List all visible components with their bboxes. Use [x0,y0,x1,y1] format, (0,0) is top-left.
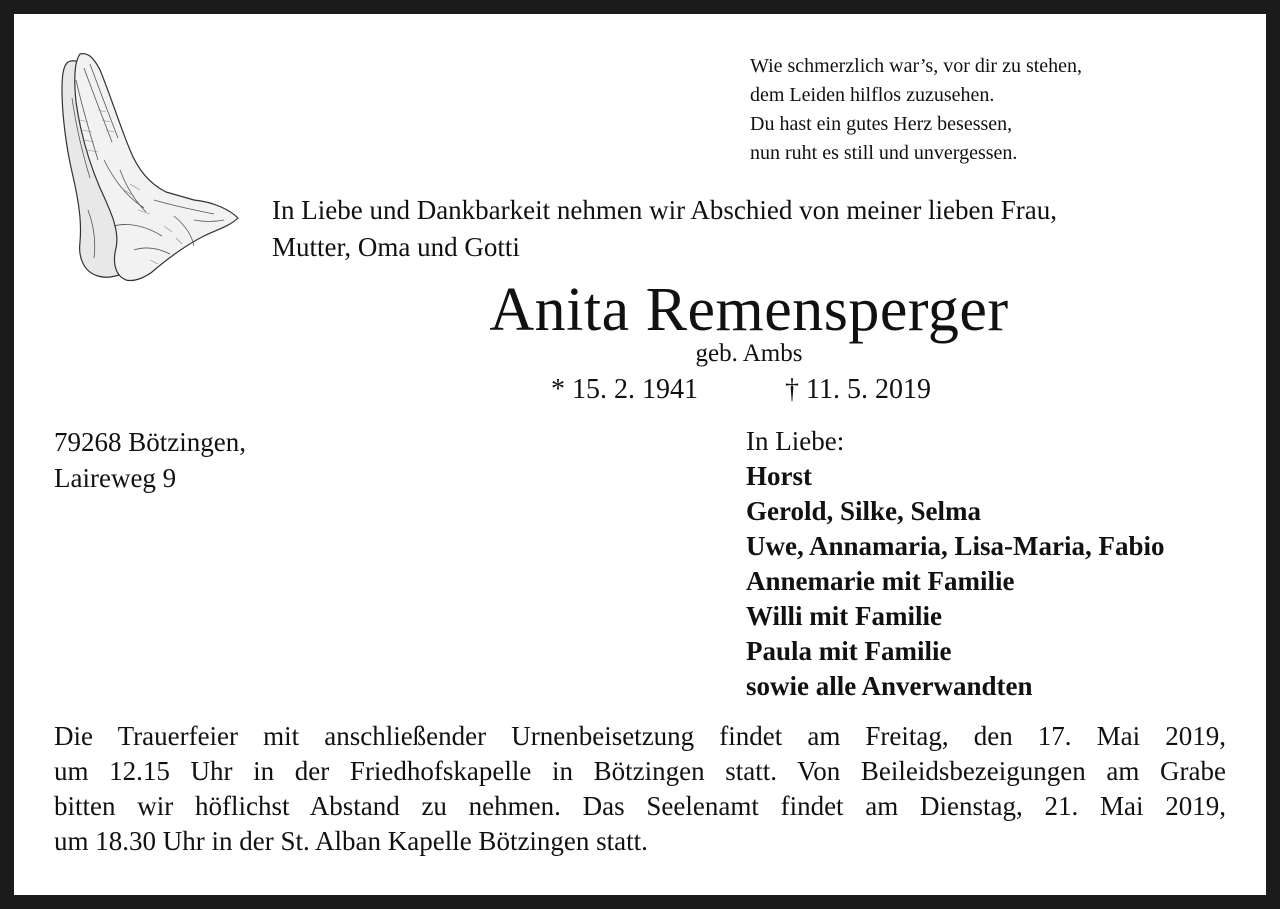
mourners-label: In Liebe: [746,426,845,456]
family-address [54,424,246,496]
mourners-list [746,424,1165,704]
mourner-name: Uwe, Annamaria, Lisa-Maria, Fabio [746,531,1165,561]
poem-line: Du hast ein gutes Herz besessen, [750,113,1013,135]
poem-line: Wie schmerzlich war’s, vor dir zu stehen, [750,55,1083,77]
poem-line: dem Leiden hilflos zuzusehen. [750,84,995,106]
poem-line: nun ruht es still und unvergessen. [750,142,1018,164]
service-line: um 18.30 Uhr in der St. Alban Kapelle Bötzingen statt. [54,826,648,856]
mourner-name: Gerold, Silke, Selma [746,496,982,526]
birth-date: * 15. 2. 1941 [551,374,698,405]
service-line: Die Trauerfeier mit anschließender Urnenbeisetzung findet am Freitag, den 17. Mai 2019, [54,721,1226,751]
intro-line: In Liebe und Dankbarkeit nehmen wir Abschied von meiner lieben Frau, [272,195,1058,225]
mourner-name: Horst [746,461,812,491]
maiden-name: geb. Ambs [695,340,803,367]
praying-hands-icon [54,50,244,290]
death-date: † 11. 5. 2019 [785,374,931,405]
memorial-poem [750,52,1250,168]
address-line: Laireweg 9 [54,463,177,493]
mourner-name: Willi mit Familie [746,601,942,631]
service-line: bitten wir höflichst Abstand zu nehmen. Das Seelenamt findet am Dienstag, 21. Mai 2019, [54,791,1226,821]
mourner-name: sowie alle Anverwandten [746,671,1033,701]
address-line: 79268 Bötzingen, [54,427,246,457]
deceased-name: Anita Remensperger [489,276,1009,344]
mourner-name: Paula mit Familie [746,636,952,666]
service-details [54,719,1226,859]
service-line: um 12.15 Uhr in der Friedhofskapelle in Bötzingen statt. Von Beileidsbezeigungen am Grabe [54,756,1226,786]
intro-line: Mutter, Oma und Gotti [272,232,520,262]
obituary-notice [14,14,1266,895]
intro-text [272,192,1262,266]
mourner-name: Annemarie mit Familie [746,566,1015,596]
